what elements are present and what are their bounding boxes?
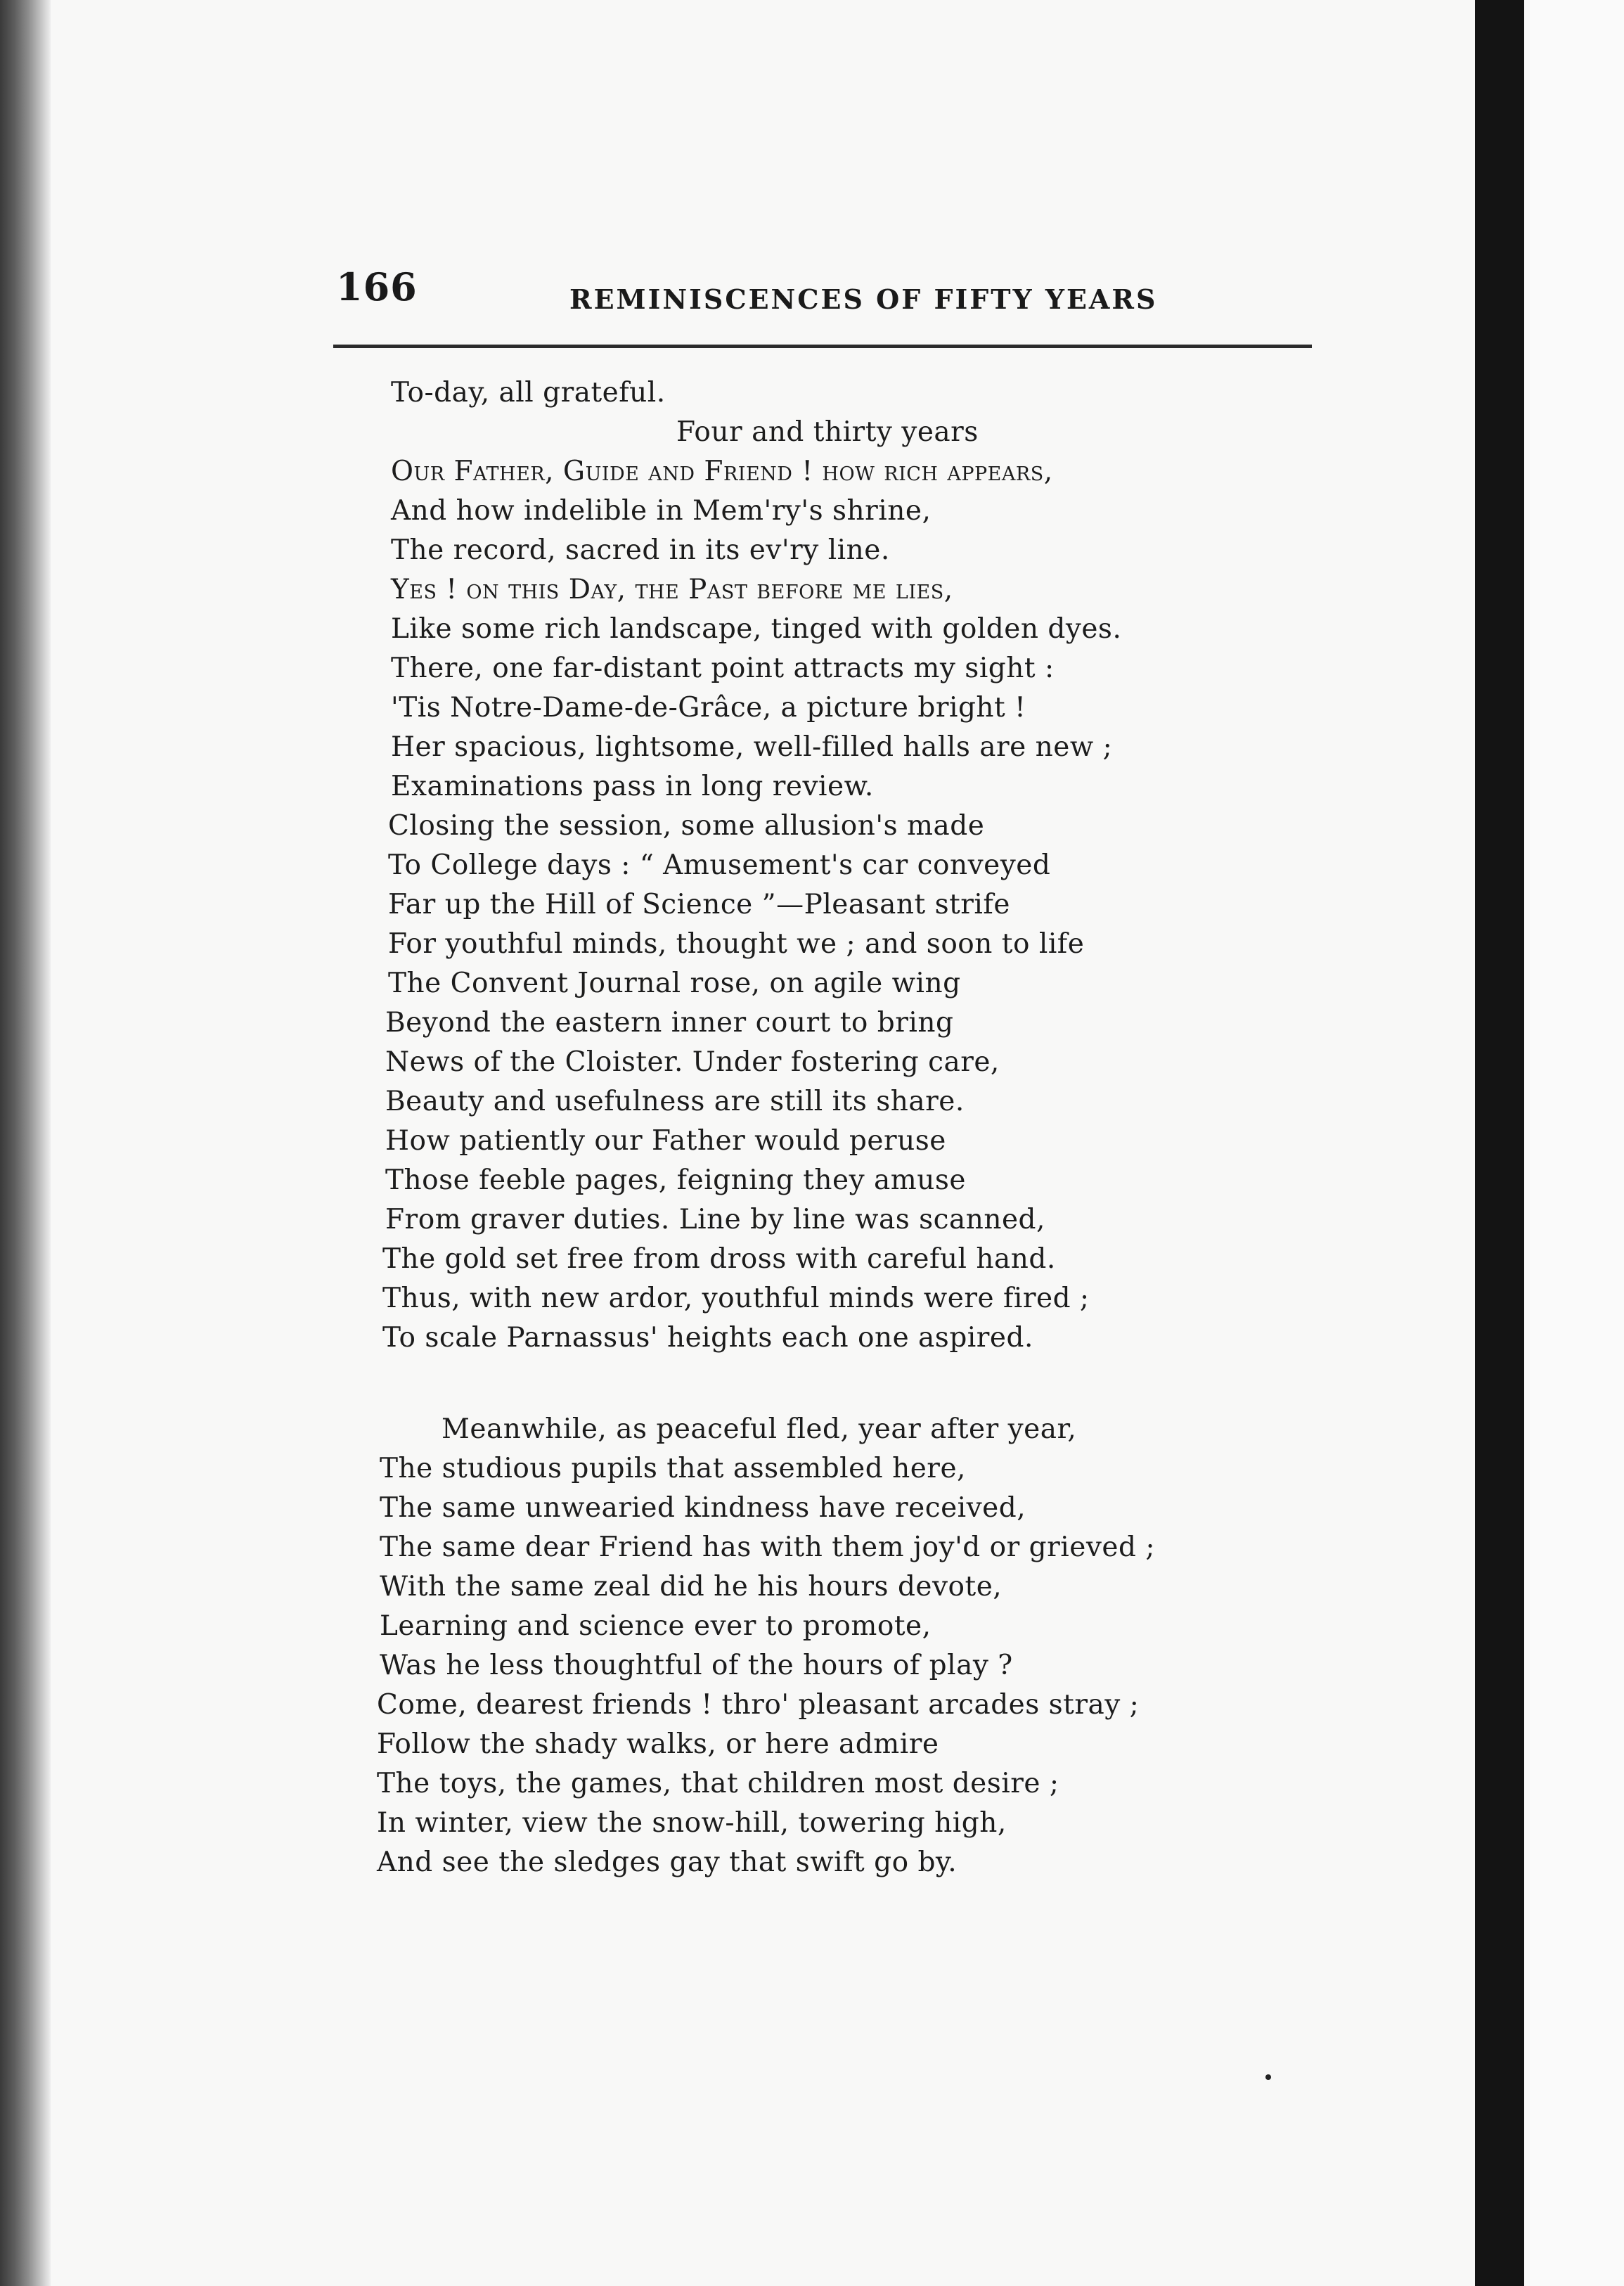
poem-line: Beyond the eastern inner court to bring bbox=[385, 1007, 954, 1039]
poem-line: The toys, the games, that children most desire ; bbox=[377, 1768, 1059, 1799]
poem-line: 'Tis Notre-Dame-de-Grâce, a picture bright ! bbox=[391, 692, 1026, 724]
poem-line: There, one far-distant point attracts my sight : bbox=[391, 653, 1055, 684]
poem-line: In winter, view the snow-hill, towering high, bbox=[377, 1807, 1007, 1839]
poem-line: The record, sacred in its ev'ry line. bbox=[391, 534, 890, 566]
poem-line: The same unwearied kindness have received, bbox=[380, 1492, 1026, 1524]
poem-line: To College days : “ Amusement's car conveyed bbox=[388, 849, 1051, 881]
poem-line: To scale Parnassus' heights each one aspired. bbox=[382, 1322, 1033, 1354]
poem-line: How patiently our Father would peruse bbox=[385, 1125, 946, 1157]
running-title: REMINISCENCES OF FIFTY YEARS bbox=[569, 283, 1158, 315]
poem-line: Meanwhile, as peaceful fled, year after year, bbox=[442, 1413, 1077, 1445]
poem-line: With the same zeal did he his hours devote, bbox=[380, 1571, 1003, 1603]
poem-line: To-day, all grateful. bbox=[391, 377, 666, 409]
poem-line: Thus, with new ardor, youthful minds were fired ; bbox=[382, 1283, 1090, 1314]
poem-line: From graver duties. Line by line was scanned, bbox=[385, 1204, 1045, 1235]
poem-line: Far up the Hill of Science ”—Pleasant strife bbox=[388, 889, 1010, 920]
poem-line-smallcaps bbox=[391, 456, 1053, 487]
poem-line-text: Our Father, Guide and Friend ! how rich appears, bbox=[391, 456, 1053, 487]
poem-line: News of the Cloister. Under fostering care, bbox=[385, 1046, 1000, 1078]
poem-line: Examinations pass in long review. bbox=[391, 771, 874, 802]
poem-line: Follow the shady walks, or here admire bbox=[377, 1728, 939, 1760]
poem-line: Was he less thoughtful of the hours of play ? bbox=[380, 1650, 1013, 1681]
poem-line: And how indelible in Mem'ry's shrine, bbox=[391, 495, 932, 527]
poem-line: Come, dearest friends ! thro' pleasant arcades stray ; bbox=[377, 1689, 1140, 1721]
poem-line: Four and thirty years bbox=[676, 416, 979, 448]
page-number: 166 bbox=[336, 264, 418, 309]
poem-line: The same dear Friend has with them joy'd or grieved ; bbox=[380, 1532, 1155, 1563]
poem-line: For youthful minds, thought we ; and soon to life bbox=[388, 928, 1085, 960]
header-rule bbox=[333, 345, 1312, 348]
poem-line: The studious pupils that assembled here, bbox=[380, 1453, 966, 1484]
poem-line: Those feeble pages, feigning they amuse bbox=[385, 1164, 966, 1196]
poem-line: Like some rich landscape, tinged with golden dyes. bbox=[391, 613, 1122, 645]
poem-line: And see the sledges gay that swift go by. bbox=[377, 1847, 958, 1878]
binding-edge bbox=[0, 0, 51, 2286]
poem-line: The Convent Journal rose, on agile wing bbox=[388, 968, 961, 999]
poem-line: Yes ! on this Day, the Past before me lies, bbox=[391, 574, 953, 605]
adjacent-page-edge bbox=[1475, 0, 1524, 2286]
poem-line: Learning and science ever to promote, bbox=[380, 1610, 932, 1642]
poem-line: Beauty and usefulness are still its share. bbox=[385, 1086, 965, 1117]
ink-speck bbox=[1265, 2074, 1271, 2080]
poem-line: Her spacious, lightsome, well-filled halls are new ; bbox=[391, 731, 1113, 763]
scan-margin bbox=[1524, 0, 1624, 2286]
poem-line: Closing the session, some allusion's made bbox=[388, 810, 985, 842]
poem-line: The gold set free from dross with careful hand. bbox=[382, 1243, 1056, 1275]
